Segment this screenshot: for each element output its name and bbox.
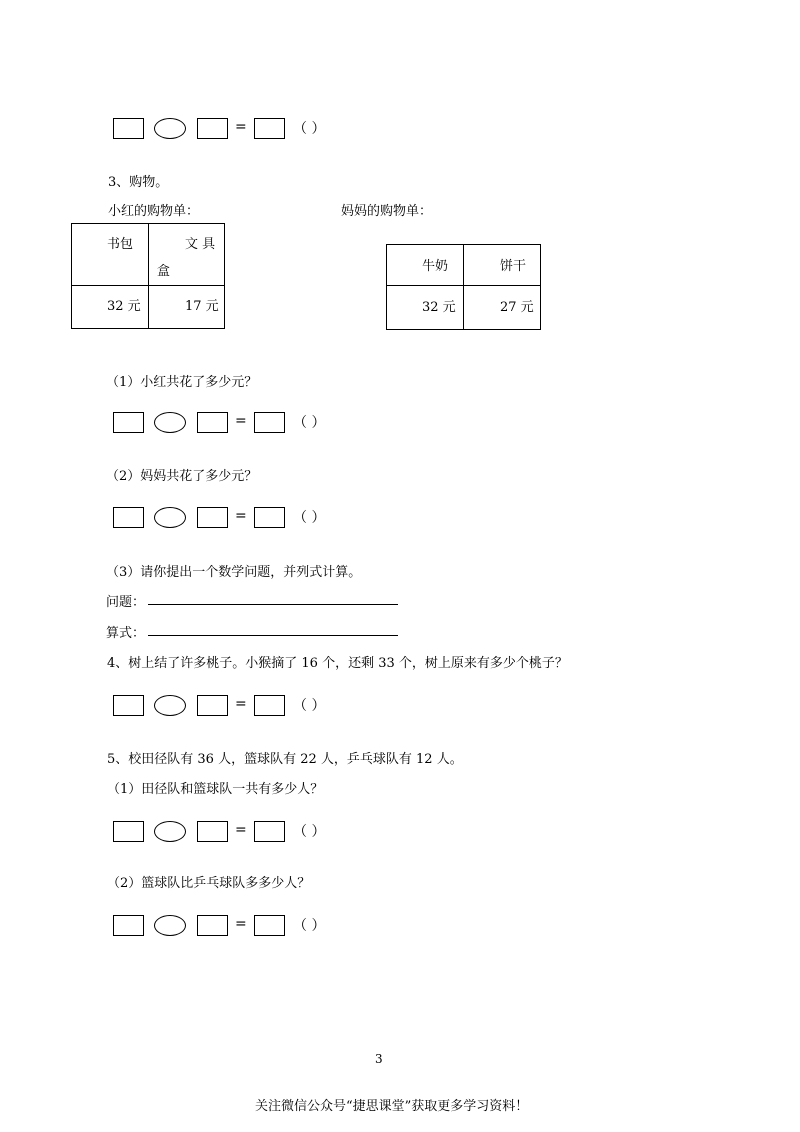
answer-box[interactable]: [197, 915, 228, 936]
operator-circle[interactable]: [154, 507, 186, 528]
item-milk: 牛奶: [422, 259, 449, 274]
result-box[interactable]: [254, 118, 285, 139]
mom-shopping-table: [386, 244, 541, 330]
table-cell: [464, 245, 541, 286]
equals-sign: =: [235, 822, 247, 838]
question-5-text: 5、校田径队有 36 人，篮球队有 22 人，乒乓球队有 12 人。: [107, 752, 463, 767]
table-cell: [387, 245, 464, 286]
unit-parentheses[interactable]: （ ）: [293, 510, 326, 526]
answer-box[interactable]: [197, 695, 228, 716]
equation-row-5: [113, 821, 343, 845]
formula-answer-line[interactable]: [148, 635, 398, 636]
table-cell: [387, 286, 464, 330]
price-schoolbag: 32 元: [107, 299, 141, 314]
unit-parentheses[interactable]: （ ）: [293, 918, 326, 934]
result-box[interactable]: [254, 507, 285, 528]
item-schoolbag: 书包: [107, 237, 134, 252]
question-3-sub2: （2）妈妈共花了多少元？: [106, 469, 258, 484]
question-3-sub3: （3）请你提出一个数学问题，并列式计算。: [106, 565, 362, 580]
equals-sign: =: [235, 119, 247, 135]
table-cell: [149, 224, 225, 286]
question-4-text: 4、树上结了许多桃子。小猴摘了 16 个，还剩 33 个，树上原来有多少个桃子？: [107, 656, 568, 671]
item-biscuit: 饼干: [500, 259, 527, 274]
answer-box[interactable]: [113, 507, 144, 528]
xiaohong-shopping-table: [71, 223, 225, 329]
equals-sign: =: [235, 696, 247, 712]
result-box[interactable]: [254, 695, 285, 716]
answer-box[interactable]: [197, 821, 228, 842]
equation-row-1: [113, 118, 343, 142]
question-5-sub2: （2）篮球队比乒乓球队多多少人？: [107, 876, 311, 891]
equation-row-2: [113, 412, 343, 436]
price-biscuit: 27 元: [500, 300, 534, 315]
unit-parentheses[interactable]: （ ）: [293, 415, 326, 431]
question-label: 问题：: [106, 595, 146, 610]
equation-row-3: [113, 507, 343, 531]
operator-circle[interactable]: [154, 118, 186, 139]
unit-parentheses[interactable]: （ ）: [293, 698, 326, 714]
table-cell: [72, 224, 149, 286]
answer-box[interactable]: [197, 412, 228, 433]
item-stationery-box-line1: 文 具: [185, 237, 216, 252]
answer-box[interactable]: [113, 412, 144, 433]
result-box[interactable]: [254, 821, 285, 842]
answer-box[interactable]: [197, 507, 228, 528]
result-box[interactable]: [254, 412, 285, 433]
unit-parentheses[interactable]: （ ）: [293, 121, 326, 137]
operator-circle[interactable]: [154, 915, 186, 936]
page-number: 3: [375, 1052, 383, 1066]
answer-box[interactable]: [113, 695, 144, 716]
mom-list-label: 妈妈的购物单：: [341, 204, 433, 219]
equals-sign: =: [235, 508, 247, 524]
table-cell: [464, 286, 541, 330]
table-cell: [72, 286, 149, 329]
answer-box[interactable]: [113, 915, 144, 936]
answer-box[interactable]: [197, 118, 228, 139]
answer-box[interactable]: [113, 118, 144, 139]
question-3-title: 3、购物。: [108, 175, 169, 190]
footer-text: 关注微信公众号“捷思课堂”获取更多学习资料！: [255, 1099, 529, 1114]
unit-parentheses[interactable]: （ ）: [293, 824, 326, 840]
equals-sign: =: [235, 916, 247, 932]
operator-circle[interactable]: [154, 821, 186, 842]
equation-row-4: [113, 695, 343, 719]
item-stationery-box-line2: 盒: [157, 264, 171, 279]
result-box[interactable]: [254, 915, 285, 936]
price-milk: 32 元: [422, 300, 456, 315]
operator-circle[interactable]: [154, 412, 186, 433]
question-answer-line[interactable]: [148, 604, 398, 605]
answer-box[interactable]: [113, 821, 144, 842]
equals-sign: =: [235, 413, 247, 429]
operator-circle[interactable]: [154, 695, 186, 716]
formula-label: 算式：: [106, 626, 146, 641]
question-3-sub1: （1）小红共花了多少元？: [106, 375, 258, 390]
question-5-sub1: （1）田径队和篮球队一共有多少人？: [107, 782, 324, 797]
price-stationery-box: 17 元: [185, 299, 219, 314]
equation-row-6: [113, 915, 343, 939]
xiaohong-list-label: 小红的购物单：: [108, 204, 200, 219]
table-cell: [149, 286, 225, 329]
